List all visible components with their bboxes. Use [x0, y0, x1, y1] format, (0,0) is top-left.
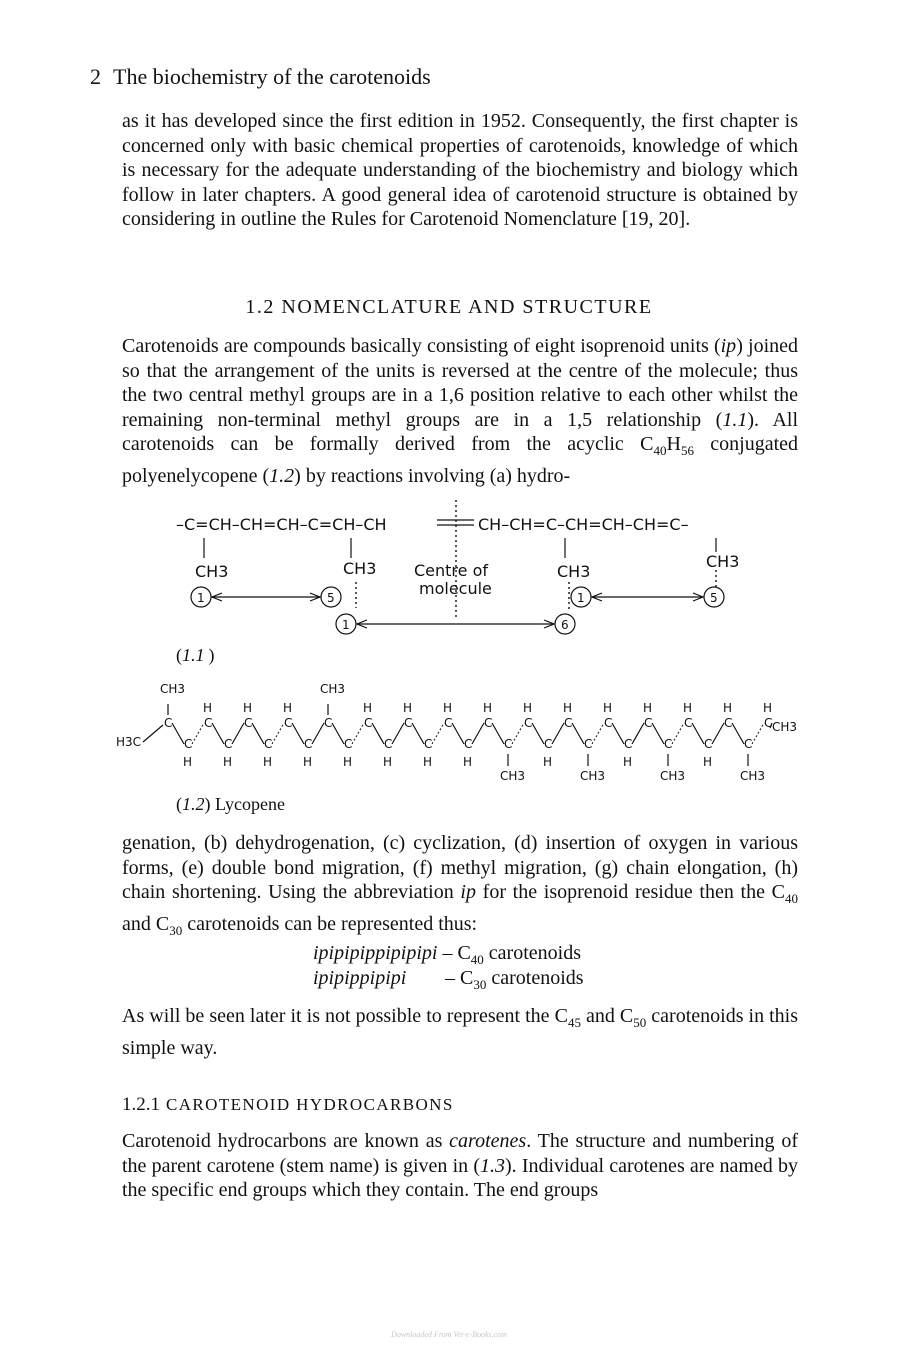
carbon-atom: C — [464, 737, 473, 751]
carbon-atom: C — [164, 716, 173, 730]
footer-watermark: Downloaded From Vet-e-Books.com — [391, 1330, 507, 1339]
bond — [412, 723, 424, 744]
carbon-atom: C — [264, 737, 273, 751]
bond — [672, 723, 684, 744]
hydrogen-atom: H — [343, 755, 353, 769]
section-heading: 1.2 NOMENCLATURE AND STRUCTURE — [245, 296, 653, 318]
hydrogen-atom: H — [183, 755, 193, 769]
carbon-atom: C — [524, 716, 533, 730]
bond — [632, 723, 644, 744]
carbon-atom: C — [664, 737, 673, 751]
bond — [712, 723, 724, 744]
subsection-heading: 1.2.1 CAROTENOID HYDROCARBONS — [122, 1094, 454, 1115]
figure-1-1 — [176, 500, 739, 634]
hydrogen-atom: H — [623, 755, 633, 769]
carbon-atom: C — [624, 737, 633, 751]
bond — [592, 723, 604, 744]
carbon-atom: C — [304, 737, 313, 751]
carbon-atom: C — [204, 716, 213, 730]
hydrogen-atom: H — [383, 755, 393, 769]
methyl-label: CH3 — [160, 682, 186, 696]
circle-label-5: 5 — [327, 591, 335, 605]
methyl-label: CH3 — [660, 769, 686, 783]
formula-c30: ipipippipipi – $C_{30}$ carotenoids — [313, 967, 584, 992]
bond — [432, 723, 444, 744]
carbon-atom: C — [764, 716, 773, 730]
hydrogen-atom: H — [363, 701, 373, 715]
bond — [612, 723, 624, 744]
end-methyl-label: CH3 — [772, 720, 798, 734]
methyl-1: CH3 — [195, 562, 229, 581]
hydrogen-atom: H — [643, 701, 653, 715]
bond — [732, 723, 744, 744]
bond — [352, 723, 364, 744]
methyl-4: CH3 — [706, 552, 740, 571]
bond — [312, 723, 324, 744]
hydrogen-atom: H — [443, 701, 453, 715]
carbon-atom: C — [504, 737, 513, 751]
methyl-label: CH3 — [500, 769, 526, 783]
hydrocarbon-paragraph: Carotenoid hydrocarbons are known as carotenes. The structure and numbering of the parent carotene (stem name) is given in (1.3). Individual carotenes are named by the specific end groups which they contain. The end groups — [122, 1130, 799, 1202]
bond — [212, 723, 224, 744]
bond — [652, 723, 664, 744]
carbon-atom: C — [704, 737, 713, 751]
hydrogen-atom: H — [303, 755, 313, 769]
methyl-label: CH3 — [320, 682, 346, 696]
section-paragraph: Carotenoids are compounds basically consisting of eight isoprenoid units (ip) joined so that the arrangement of the units is reversed at the centre of the molecule; thus the two central methyl groups are in a 1,6 position relative to each other whilst the remaining non-terminal methyl groups are in a 1,5 relationship (1.1). All carotenoids can be formally derived from the acyclic $C_{40}H_{56}$ conjugated polyenelycopene (1.2) by reactions involving (a) hydro- — [122, 335, 799, 487]
methyl-3: CH3 — [557, 562, 591, 581]
hydrogen-atom: H — [683, 701, 693, 715]
carbon-atom: C — [684, 716, 693, 730]
page-number: 2 — [90, 64, 101, 89]
bond — [292, 723, 304, 744]
bond — [572, 723, 584, 744]
carbon-atom: C — [224, 737, 233, 751]
hydrogen-atom: H — [543, 755, 553, 769]
methyl-2: CH3 — [343, 559, 377, 578]
bond — [272, 723, 284, 744]
carbon-atom: C — [604, 716, 613, 730]
hydrogen-atom: H — [603, 701, 613, 715]
hydrogen-atom: H — [563, 701, 573, 715]
carbon-atom: C — [744, 737, 753, 751]
bond — [192, 723, 204, 744]
carbon-atom: C — [344, 737, 353, 751]
hydrogen-atom: H — [203, 701, 213, 715]
bond — [332, 723, 344, 744]
hydrogen-atom: H — [223, 755, 233, 769]
bond — [172, 723, 184, 744]
centre-label-2: molecule — [419, 579, 492, 598]
figure-1-2-lycopene — [116, 682, 797, 783]
bond — [532, 723, 544, 744]
circle-label-1: 1 — [197, 591, 205, 605]
bond — [492, 723, 504, 744]
centre-label-1: Centre of — [414, 561, 489, 580]
carbon-atom: C — [544, 737, 553, 751]
chain-left: –C=CH–CH=CH–C=CH–CH — [176, 515, 387, 534]
circle-label-5b: 5 — [710, 591, 718, 605]
h3c-label: H3C — [116, 735, 142, 749]
hydrogen-atom: H — [703, 755, 713, 769]
hydrogen-atom: H — [283, 701, 293, 715]
caption-1-1: (1.1 ) — [176, 645, 215, 665]
intro-paragraph: as it has developed since the first edition in 1952. Consequently, the first chapter is concerned only with basic chemical properties of carotenoids, knowledge of which is necessary for the adequate understanding of the biochemistry and biology which follow in later chapters. A good general idea of carotenoid structure is obtained by considering in outline the Rules for Carotenoid Nomenclature [19, 20]. — [122, 110, 798, 231]
after-figure-paragraph: genation, (b) dehydrogenation, (c) cyclization, (d) insertion of oxygen in various forms, (e) double bond migration, (f) methyl migration, (g) chain elongation, (h) chain shortening. Using the abbreviation ip for the isoprenoid residue then the $C_{40}$ and $C_{30}$ carotenoids can be represented thus: — [122, 832, 798, 938]
circle-label-1b: 1 — [342, 618, 350, 632]
circle-label-1c: 1 — [577, 591, 585, 605]
carbon-atom: C — [724, 716, 733, 730]
carbon-atom: C — [364, 716, 373, 730]
carbon-atom: C — [244, 716, 253, 730]
bond — [143, 725, 163, 742]
bond — [372, 723, 384, 744]
bond — [472, 723, 484, 744]
carbon-atom: C — [444, 716, 453, 730]
hydrogen-atom: H — [403, 701, 413, 715]
bond — [752, 723, 764, 744]
hydrogen-atom: H — [423, 755, 433, 769]
circle-label-6: 6 — [561, 618, 569, 632]
hydrogen-atom: H — [523, 701, 533, 715]
hydrogen-atom: H — [463, 755, 473, 769]
hydrogen-atom: H — [483, 701, 493, 715]
bond — [552, 723, 564, 744]
bond — [392, 723, 404, 744]
carbon-atom: C — [484, 716, 493, 730]
bond — [452, 723, 464, 744]
carbon-atom: C — [644, 716, 653, 730]
carbon-atom: C — [424, 737, 433, 751]
carbon-atom: C — [184, 737, 193, 751]
carbon-atom: C — [564, 716, 573, 730]
carbon-atom: C — [384, 737, 393, 751]
bond — [232, 723, 244, 744]
c45-paragraph: As will be seen later it is not possible to represent the $C_{45}$ and $C_{50}$ carotenoids in this simple way. — [122, 1005, 799, 1059]
bond — [512, 723, 524, 744]
hydrogen-atom: H — [263, 755, 273, 769]
carbon-atom: C — [404, 716, 413, 730]
methyl-label: CH3 — [580, 769, 606, 783]
hydrogen-atom: H — [763, 701, 773, 715]
bond — [252, 723, 264, 744]
methyl-label: CH3 — [740, 769, 766, 783]
hydrogen-atom: H — [243, 701, 253, 715]
bond — [692, 723, 704, 744]
carbon-atom: C — [284, 716, 293, 730]
hydrogen-atom: H — [723, 701, 733, 715]
running-title: The biochemistry of the carotenoids — [113, 64, 431, 89]
caption-1-2: (1.2) Lycopene — [176, 794, 285, 814]
chain-right: CH–CH=C–CH=CH–CH=C– — [478, 515, 689, 534]
carbon-atom: C — [584, 737, 593, 751]
formula-c40: ipipipippipipipi – $C_{40}$ carotenoids — [313, 942, 581, 967]
carbon-atom: C — [324, 716, 333, 730]
